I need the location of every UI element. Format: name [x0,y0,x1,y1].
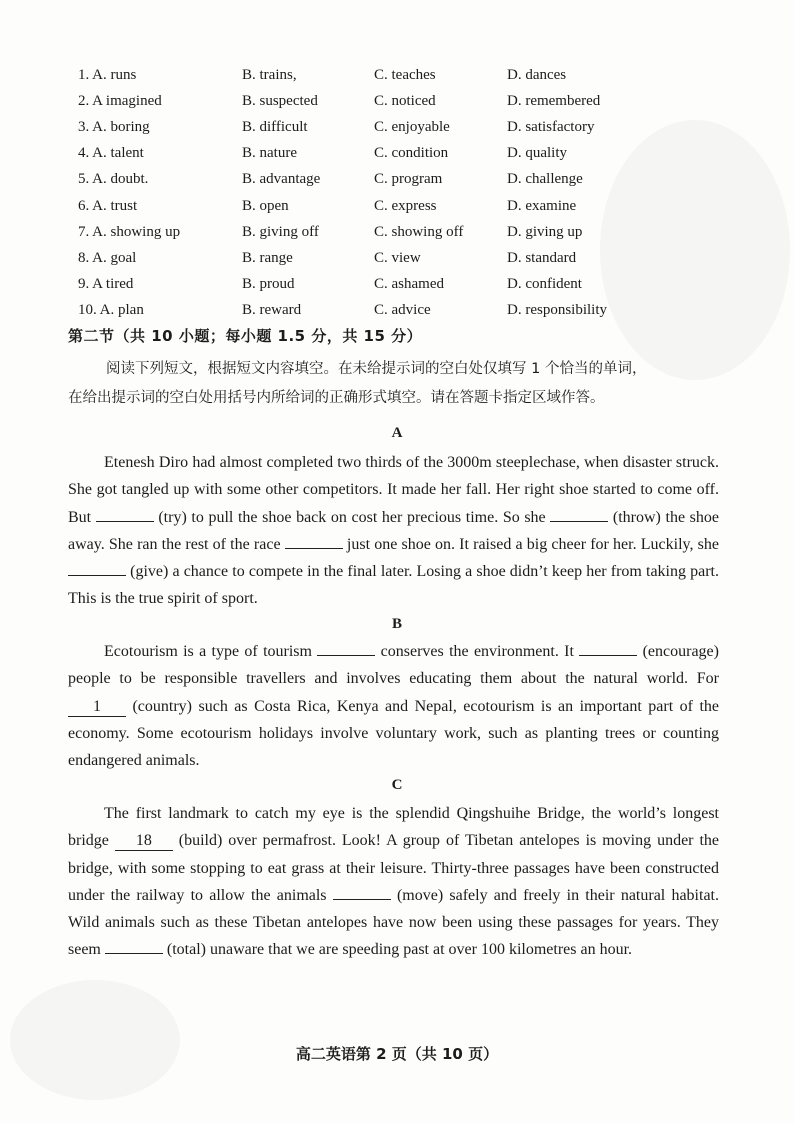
option-choice[interactable]: 4. A. talent [78,145,144,162]
option-choice[interactable]: D. examine [507,197,577,214]
passage-b-label: B [391,616,402,632]
option-choice[interactable]: D. standard [507,249,577,266]
option-choice[interactable]: B. reward [242,302,302,319]
passage-text: conserves the environment. It [375,643,580,660]
option-choice[interactable]: B. advantage [242,171,321,188]
instruction-line-1: 阅读下列短文，根据短文内容填空。在未给提示词的空白处仅填写 1 个恰当的单词， [106,361,647,377]
option-choice[interactable]: B. difficult [242,118,308,135]
option-choice[interactable]: D. dances [507,66,567,83]
option-choice[interactable]: B. proud [242,276,295,293]
option-choice[interactable]: C. enjoyable [374,118,450,135]
passage-text: just one shoe on. It raised a big cheer for her. Luckily, she [342,535,719,553]
passage-b [68,638,719,774]
passage-text: (give) a chance to compete in the final later. Losing a shoe didn’t keep her from taking part. This is the true spirit of sport. [68,563,719,608]
option-choice[interactable]: B. giving off [242,223,319,240]
answer-blank[interactable] [550,521,608,522]
option-choice[interactable]: D. satisfactory [507,118,595,135]
option-choice[interactable]: D. challenge [507,171,583,188]
scan-smudge [10,980,180,1100]
passage-text: (move) safely and freely in their natural habitat. Wild animals such as these Tibetan antelopes have now been using these passages for years. They seem [68,886,719,959]
answer-blank[interactable] [285,548,343,549]
passage-text: The first landmark to catch my eye is the splendid Qingshuihe Bridge, the world’s longest bridge [68,805,719,850]
option-choice[interactable]: B. nature [242,145,297,162]
option-choice[interactable]: D. remembered [507,92,601,109]
passage-text: (throw) the shoe away. She ran the rest of the race [68,508,719,553]
answer-blank-filled[interactable]: 1 [68,698,126,717]
page-footer: 高二英语第 2 页（共 10 页） [295,1045,499,1063]
option-row [78,219,718,245]
answer-blank[interactable] [96,521,154,522]
passage-a [68,449,719,613]
option-row [78,193,718,219]
passage-text: (total) unaware that we are speeding past at over 100 kilometres an hour. [162,941,633,959]
passage-text: Etenesh Diro had almost completed two thirds of the 3000m steeplechase, when disaster struck. She got tangled up with some other competitors. It made her fall. Her right shoe started to come off. But [68,454,719,526]
option-row [78,62,718,88]
option-choice[interactable]: 7. A. showing up [78,223,181,240]
option-choice[interactable]: C. ashamed [374,276,444,293]
passage-c-label: C [391,777,403,793]
option-choice[interactable]: C. express [374,197,437,214]
option-choice[interactable]: 5. A. doubt. [78,171,149,188]
option-choice[interactable]: B. trains, [242,66,297,83]
instruction-line-2: 在给出提示词的空白处用括号内所给词的正确形式填空。请在答题卡指定区域作答。 [68,390,605,406]
passage-text: (country) such as Costa Rica, Kenya and Nepal, ecotourism is an important part of the economy. Some ecotourism holidays involve voluntary work, such as planting trees or counting endangered animals. [68,697,719,770]
options-table [78,62,718,324]
passage-c [68,800,719,964]
option-choice[interactable]: C. condition [374,145,449,162]
option-row [78,298,718,324]
answer-blank[interactable] [579,655,637,656]
option-choice[interactable]: D. responsibility [507,302,607,319]
option-choice[interactable]: 3. A. boring [78,118,150,135]
option-choice[interactable]: 10. A. plan [78,302,144,319]
option-choice[interactable]: 6. A. trust [78,197,138,214]
option-row [78,272,718,298]
option-choice[interactable]: 2. A imagined [78,92,162,109]
answer-blank[interactable] [333,899,391,900]
answer-blank[interactable] [317,655,375,656]
option-choice[interactable]: C. noticed [374,92,436,109]
option-choice[interactable]: C. program [374,171,443,188]
option-choice[interactable]: B. open [242,197,289,214]
option-choice[interactable]: B. range [242,249,293,266]
option-choice[interactable]: 1. A. runs [78,66,137,83]
section-heading: 第二节（共 10 小题；每小题 1.5 分，共 15 分） [68,327,423,345]
passage-text: (encourage) people to be responsible travellers and involves educating them about the natural world. For [68,643,719,688]
passage-text: Ecotourism is a type of tourism [104,643,318,660]
option-choice[interactable]: D. giving up [507,223,583,240]
option-row [78,141,718,167]
answer-blank[interactable] [68,575,126,576]
option-choice[interactable]: C. teaches [374,66,436,83]
answer-blank-filled[interactable]: 18 [115,832,173,851]
option-choice[interactable]: C. advice [374,302,431,319]
option-choice[interactable]: 9. A tired [78,276,134,293]
passage-a-label: A [391,425,403,441]
option-choice[interactable]: C. view [374,249,421,266]
option-row [78,114,718,140]
option-row [78,245,718,271]
option-row [78,88,718,114]
option-choice[interactable]: C. showing off [374,223,464,240]
passage-text: (try) to pull the shoe back on cost her precious time. So she [153,508,551,526]
passage-text: (build) over permafrost. Look! A group of Tibetan antelopes is moving under the bridge, with some stopping to eat grass at their leisure. Thirty-three passages have been constructed under the railway to allow the animals [68,832,719,904]
option-choice[interactable]: 8. A. goal [78,249,137,266]
option-choice[interactable]: D. quality [507,145,567,162]
instructions [68,355,723,413]
option-choice[interactable]: B. suspected [242,92,318,109]
option-choice[interactable]: D. confident [507,276,582,293]
option-row [78,167,718,193]
answer-blank[interactable] [105,953,163,954]
